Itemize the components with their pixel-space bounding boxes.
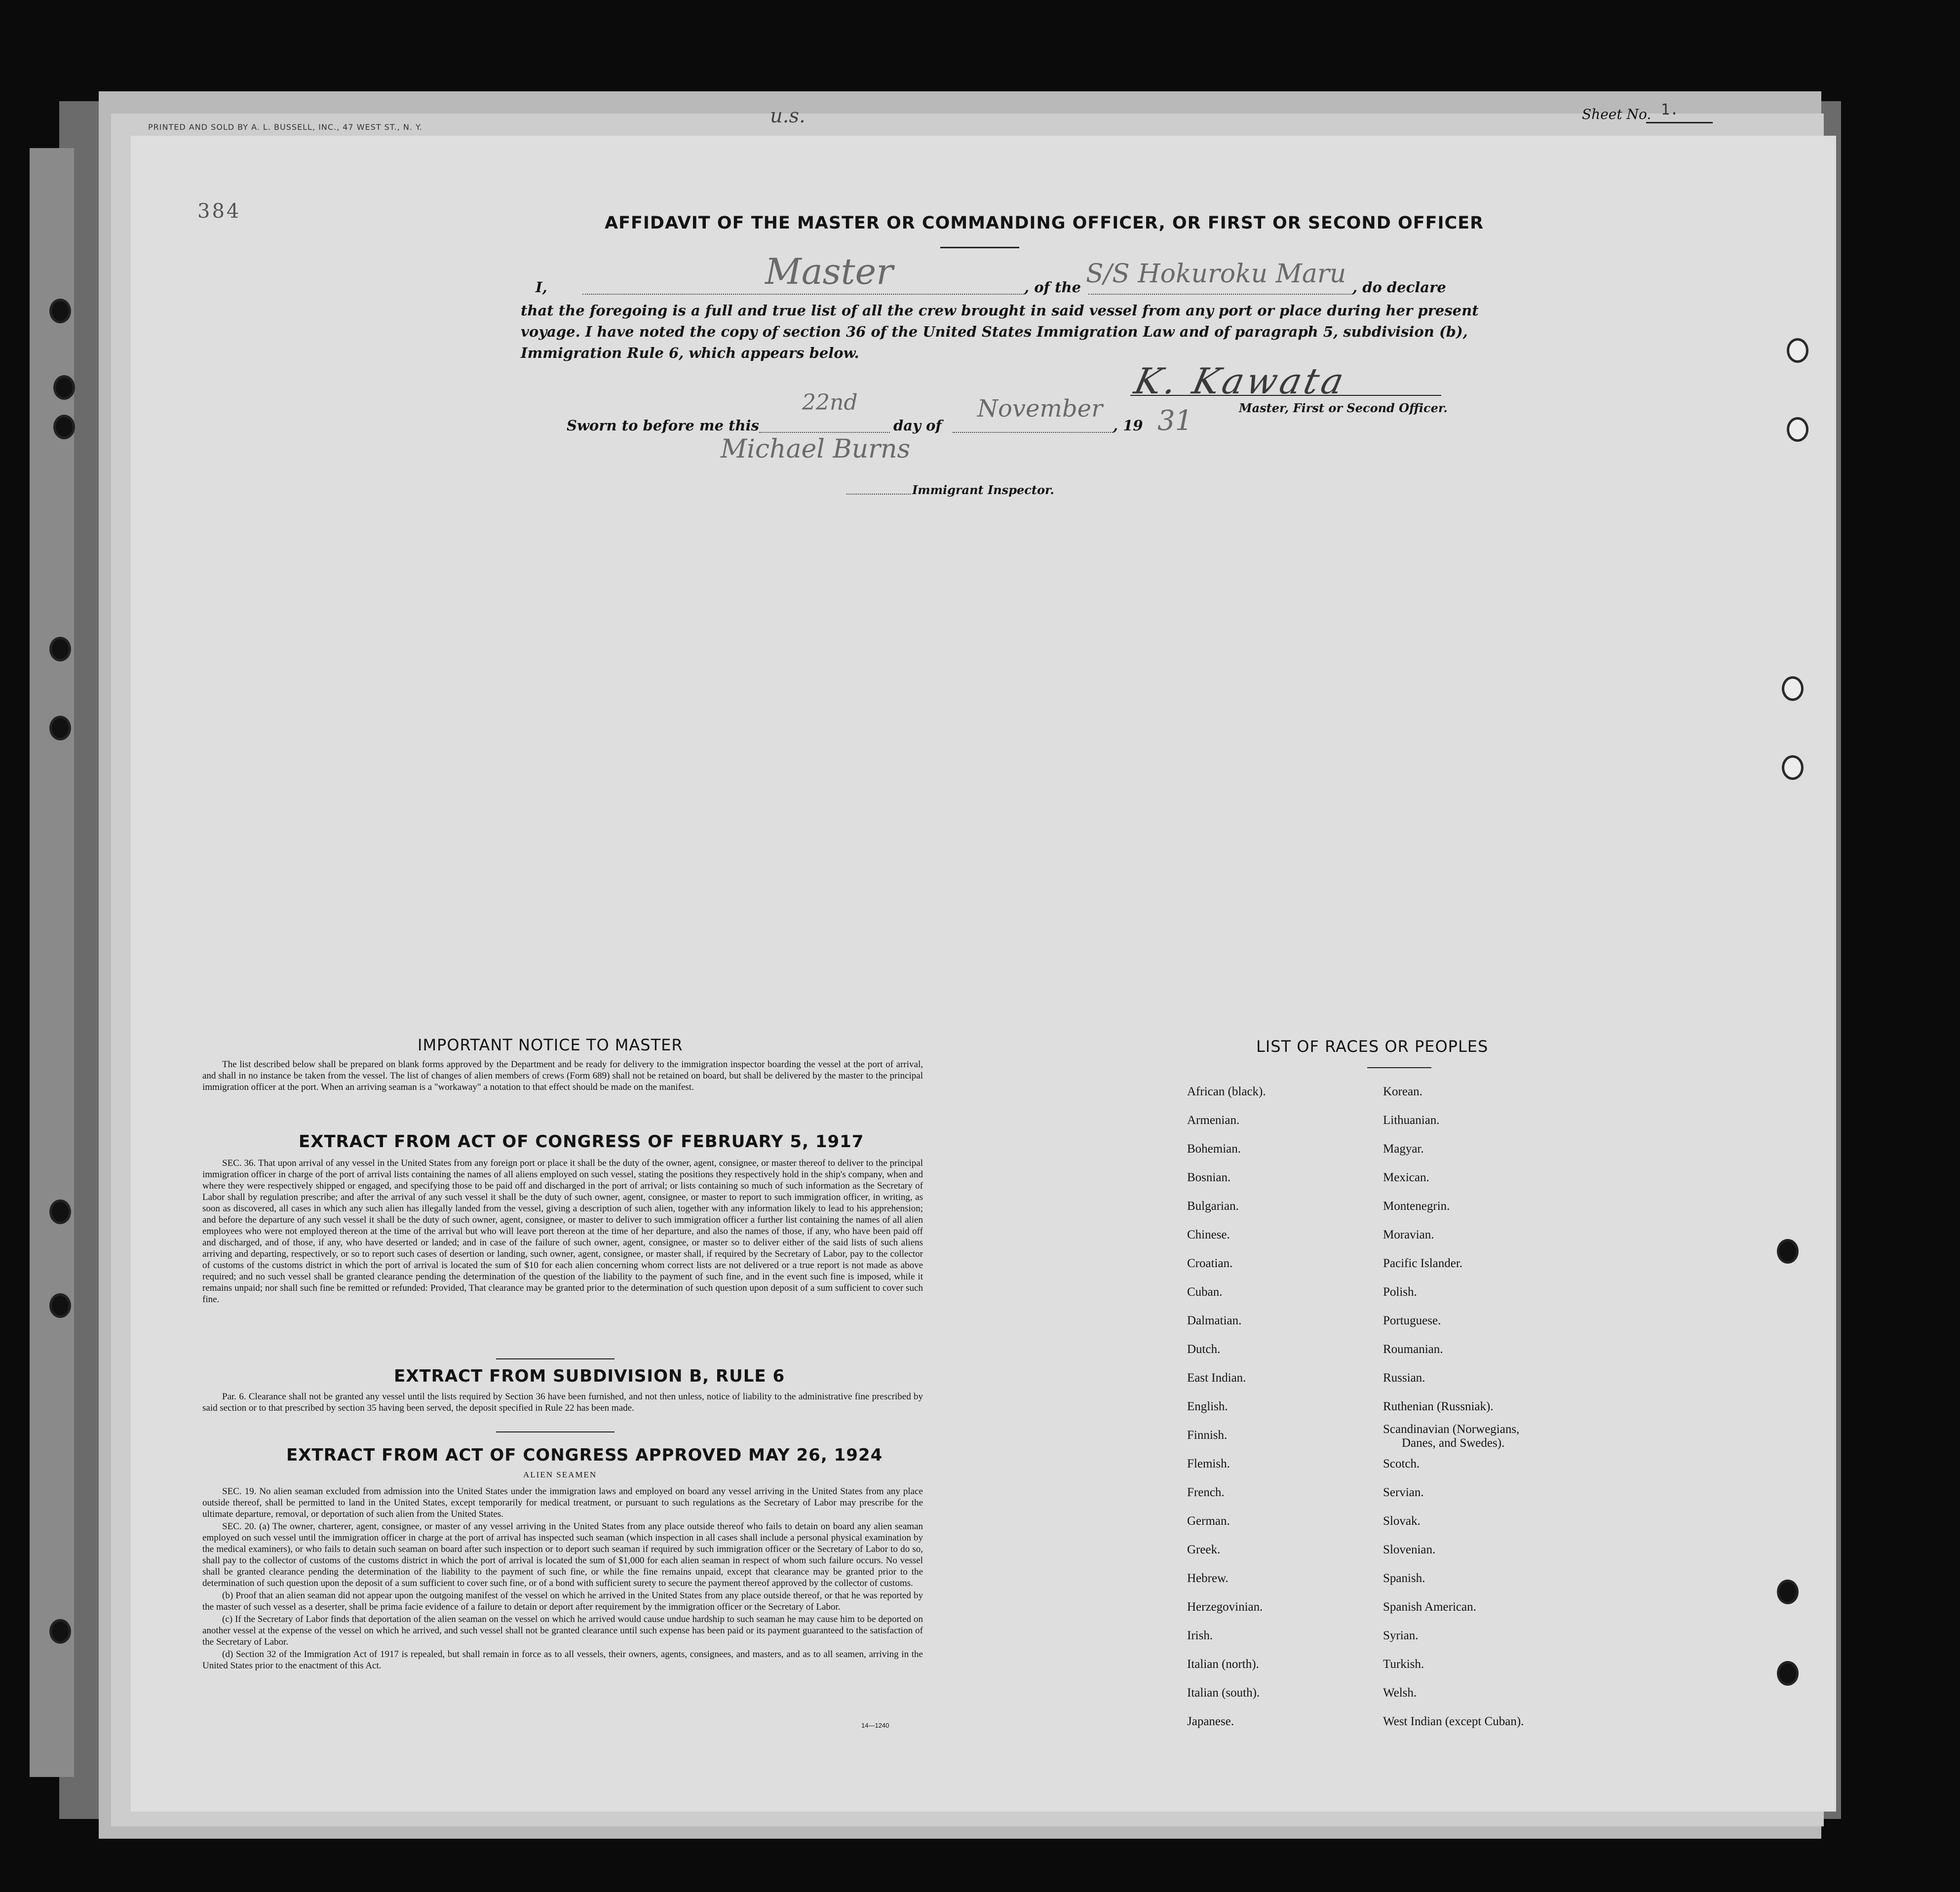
race-item: Greek.	[1187, 1543, 1221, 1556]
affidavit-title: AFFIDAVIT OF THE MASTER OR COMMANDING OFFICER, OR FIRST OR SECOND OFFICER	[605, 213, 1484, 233]
form-number: 14—1240	[861, 1722, 889, 1729]
month-handwriting: November	[977, 395, 1103, 423]
day-handwriting: 22nd	[802, 390, 858, 415]
vessel-blank	[1088, 294, 1352, 295]
title-rule	[940, 247, 1019, 248]
sec-20a: SEC. 20. (a) The owner, charterer, agent, consignee, or master of any vessel arriving in the United States from any place outside thereof who fails to detain on board any alien seaman employed on such vessel until the immigration officer in charge at the port of arrival has inspected such seaman (which inspection in all cases shall include a personal physical examination by the medical examiners), or who fails to detain such seaman on board after such inspection or to deport such seaman if required by such immigration officer or the Secretary of Labor to do so, shall pay to the collector of customs of the customs district in which the port of arrival is located the sum of $1,000 for each alien seaman in respect of whom such failure occurs. No vessel shall be granted clearance pending the determination of the liability to the payment of such fine, or while the fine remains unpaid, except that clearance may be granted prior to the determination of such question upon the deposit of a sum sufficient to cover such fine, or of a bond with sufficient surety to secure the payment thereof approved by the collector of customs.	[202, 1521, 923, 1588]
alien-seamen-subtitle: ALIEN SEAMEN	[523, 1470, 597, 1479]
race-item: Ruthenian (Russniak).	[1383, 1400, 1494, 1413]
master-signature: K. Kawata	[1131, 360, 1350, 402]
race-item: Spanish.	[1383, 1572, 1425, 1585]
race-item: Dutch.	[1187, 1343, 1221, 1356]
race-item: Pacific Islander.	[1383, 1257, 1463, 1270]
race-item: Polish.	[1383, 1285, 1417, 1299]
race-item: Syrian.	[1383, 1629, 1419, 1642]
vessel-handwriting: S/S Hokuroku Maru	[1086, 259, 1346, 289]
sec-20d: (d) Section 32 of the Immigration Act of 1917 is repealed, but shall remain in force as to all vessels, their owners, agents, consignees, and masters, and as to all seamen, arriving in the United States prior to the enactment of this Act.	[202, 1649, 923, 1671]
sheet-label: Sheet No.	[1582, 106, 1652, 122]
sec-20b: (b) Proof that an alien seaman did not appear upon the outgoing manifest of the vessel on which he arrived in the United States from any place outside thereof, or that he was reported by the master of such vessel as a deserter, shall be prima facie evidence of a failure to detain or deport after requirement by the immigration officer or the Secretary of Labor.	[202, 1590, 923, 1612]
race-item: Mexican.	[1383, 1171, 1429, 1184]
race-item: Armenian.	[1187, 1114, 1240, 1127]
binder-hole	[53, 375, 75, 400]
race-item: Roumanian.	[1383, 1343, 1443, 1356]
binder-hole	[49, 1199, 71, 1224]
binder-hole	[49, 716, 71, 740]
race-item: Welsh.	[1383, 1686, 1417, 1699]
binder-hole	[49, 637, 71, 661]
race-item: Moravian.	[1383, 1228, 1434, 1241]
race-item: Bulgarian.	[1187, 1199, 1239, 1213]
race-item: Danes, and Swedes).	[1402, 1436, 1505, 1450]
race-item: Portuguese.	[1383, 1314, 1441, 1327]
race-item: Scotch.	[1383, 1457, 1420, 1470]
race-item: Dalmatian.	[1187, 1314, 1242, 1327]
race-item: English.	[1187, 1400, 1228, 1413]
race-item: Slovenian.	[1383, 1543, 1436, 1556]
binder-hole	[1787, 417, 1808, 442]
race-item: Italian (north).	[1187, 1658, 1259, 1671]
binder-hole	[49, 299, 71, 323]
extract-1924-title: EXTRACT FROM ACT OF CONGRESS APPROVED MAY 26, 1924	[286, 1445, 883, 1465]
notice-title: IMPORTANT NOTICE TO MASTER	[418, 1036, 683, 1054]
page-mark: 384	[197, 200, 241, 223]
of-the-label: , of the	[1024, 279, 1081, 296]
race-item: German.	[1187, 1514, 1230, 1528]
race-item: Montenegrin.	[1383, 1199, 1450, 1213]
race-item: Chinese.	[1187, 1228, 1230, 1241]
extract-1924-text	[202, 1486, 923, 1672]
rule6-text: Par. 6. Clearance shall not be granted any vessel until the lists required by Section 36 have been furnished, and not then unless, notice of liability to the administrative fine prescribed by said section or to that prescribed by section 35 having been served, the deposit specified in Rule 22 has been made.	[202, 1391, 923, 1413]
sheet-number-line	[1646, 122, 1713, 123]
races-title-rule	[1367, 1067, 1431, 1068]
printer-line: PRINTED AND SOLD BY A. L. BUSSELL, INC., 47 WEST ST., N. Y.	[148, 122, 423, 132]
extract-1917-title: EXTRACT FROM ACT OF CONGRESS OF FEBRUARY 5, 1917	[299, 1132, 864, 1152]
notice-text: The list described below shall be prepared on blank forms approved by the Department and be ready for delivery to the immigration inspector boarding the vessel at the port of arrival, and shall in no instance be taken from the vessel. The list of changes of alien members of crews (Form 689) shall not be retained on board, but shall be delivered by the master to the principal immigration officer at the port. When an arriving seaman is a "workaway" a notation to that effect should be made on the manifest.	[202, 1059, 923, 1092]
declaration-line-4: Immigration Rule 6, which appears below.	[521, 345, 859, 361]
sheet-number: 1.	[1661, 101, 1679, 118]
races-title: LIST OF RACES OR PEOPLES	[1256, 1037, 1489, 1056]
year-handwriting: 31	[1157, 405, 1193, 437]
binder-hole	[49, 1619, 71, 1644]
race-item: East Indian.	[1187, 1371, 1246, 1385]
binder-hole	[1777, 1580, 1799, 1604]
divider	[496, 1358, 615, 1359]
race-item: Magyar.	[1383, 1142, 1424, 1156]
race-item: Scandinavian (Norwegians,	[1383, 1423, 1520, 1436]
year-label: , 19	[1113, 417, 1143, 434]
declarant-handwriting: Master	[765, 251, 893, 292]
race-item: Spanish American.	[1383, 1600, 1476, 1614]
race-item: African (black).	[1187, 1085, 1266, 1098]
race-item: Turkish.	[1383, 1658, 1424, 1671]
day-blank	[759, 432, 890, 433]
day-of-label: day of	[893, 417, 942, 434]
declaration-line-3: voyage. I have noted the copy of section 36 of the United States Immigration Law and of paragraph 5, subdivision (b),	[521, 323, 1468, 340]
binder-hole	[1782, 676, 1804, 701]
declarant-blank	[582, 294, 1024, 295]
signature-line	[1130, 395, 1441, 396]
race-item: Herzegovinian.	[1187, 1600, 1263, 1614]
rule6-title: EXTRACT FROM SUBDIVISION B, RULE 6	[394, 1366, 785, 1386]
extract-1917-text: SEC. 36. That upon arrival of any vessel in the United States from any foreign port or place it shall be the duty of the owner, agent, consignee, or master thereof to deliver to the principal immigration officer in charge of the port of arrival lists containing the names of all aliens employed on such vessel, stating the positions they respectively hold in the ship's company, when and where they were respectively shipped or engaged, and specifying those to be paid off and discharged in the port of arrival; or lists containing so much of such information as the Secretary of Labor shall by regulation prescribe; and after the arrival of any such vessel it shall be the duty of such owner, agent, consignee, or master to report to such immigration officer, in writing, as soon as discovered, all cases in which any such alien has illegally landed from the vessel, giving a description of such alien, together with any information likely to lead to his apprehension; and before the departure of any such vessel it shall be the duty of such owner, agent, consignee, or master to deliver to such immigration officer a further list containing the names of all alien employees who were not employed thereon at the time of the arrival but who will leave port thereon at the time of her departure, and also the names of those, if any, who have been paid off and discharged, and of those, if any, who have deserted or landed; and in case of the failure of such owner, agent, consignee, or master so to deliver either of the said lists of such aliens arriving and departing, respectively, or so to report such cases of desertion or landing, such owner, agent, consignee, or master shall, if required by the Secretary of Labor, pay to the collector of customs of the customs district in which the port of arrival is located the sum of $10 for each alien concerning whom correct lists are not delivered or a true report is not made as above required; and no such vessel shall be granted clearance pending the determination of the question of the liability to the payment of such fine, and in the event such fine is imposed, while it remains unpaid; nor shall such fine be remitted or refunded: Provided, That clearance may be granted prior to the determination of such question upon deposit of a sum sufficient to cover such fine.	[202, 1158, 923, 1305]
race-item: Flemish.	[1187, 1457, 1230, 1470]
race-item: Croatian.	[1187, 1257, 1233, 1270]
divider	[496, 1431, 615, 1432]
race-item: Finnish.	[1187, 1429, 1228, 1442]
race-item: Hebrew.	[1187, 1572, 1229, 1585]
sec-19: SEC. 19. No alien seaman excluded from admission into the United States under the immigration laws and employed on board any vessel arriving in the United States from any place outside thereof, shall be permitted to land in the United States, except temporarily for medical treatment, or pursuant to such regulations as the Secretary of Labor may prescribe for the ultimate departure, removal, or deportation of such alien from the United States.	[202, 1486, 923, 1519]
declaration-line-2: that the foregoing is a full and true list of all the crew brought in said vessel from any port or place during her present	[521, 302, 1479, 319]
race-item: West Indian (except Cuban).	[1383, 1715, 1524, 1728]
race-item: Bosnian.	[1187, 1171, 1231, 1184]
binder-hole	[1782, 755, 1804, 780]
race-item: French.	[1187, 1486, 1225, 1499]
race-item: Slovak.	[1383, 1514, 1421, 1528]
binder-hole	[1777, 1661, 1799, 1686]
race-item: Cuban.	[1187, 1285, 1223, 1299]
binder-hole	[1787, 338, 1808, 363]
binder-hole	[53, 415, 75, 439]
race-item: Lithuanian.	[1383, 1114, 1440, 1127]
month-blank	[953, 432, 1113, 433]
race-item: Korean.	[1383, 1085, 1422, 1098]
inspector-label: Immigrant Inspector.	[912, 483, 1054, 497]
race-item: Irish.	[1187, 1629, 1213, 1642]
inspector-signature: Michael Burns	[721, 434, 911, 464]
handwritten-mark: u.s.	[770, 105, 806, 127]
binder-hole	[49, 1293, 71, 1318]
race-item: Servian.	[1383, 1486, 1424, 1499]
race-item: Bohemian.	[1187, 1142, 1241, 1156]
sworn-label: Sworn to before me this	[567, 417, 759, 434]
signature-label: Master, First or Second Officer.	[1239, 401, 1448, 415]
do-declare-label: , do declare	[1352, 279, 1446, 296]
race-item: Japanese.	[1187, 1715, 1234, 1728]
declarant-label: I,	[536, 279, 547, 296]
race-item: Italian (south).	[1187, 1686, 1260, 1699]
race-item: Russian.	[1383, 1371, 1425, 1385]
inspector-blank	[846, 494, 911, 495]
binder-hole	[1777, 1239, 1799, 1264]
sec-20c: (c) If the Secretary of Labor finds that deportation of the alien seaman on the vessel on which he arrived would cause undue hardship to such seaman he may cause him to be deported on another vessel at the expense of the vessel on which he arrived, and such vessel shall not be granted clearance until such expense has been paid or its payment guaranteed to the satisfaction of the Secretary of Labor.	[202, 1614, 923, 1647]
